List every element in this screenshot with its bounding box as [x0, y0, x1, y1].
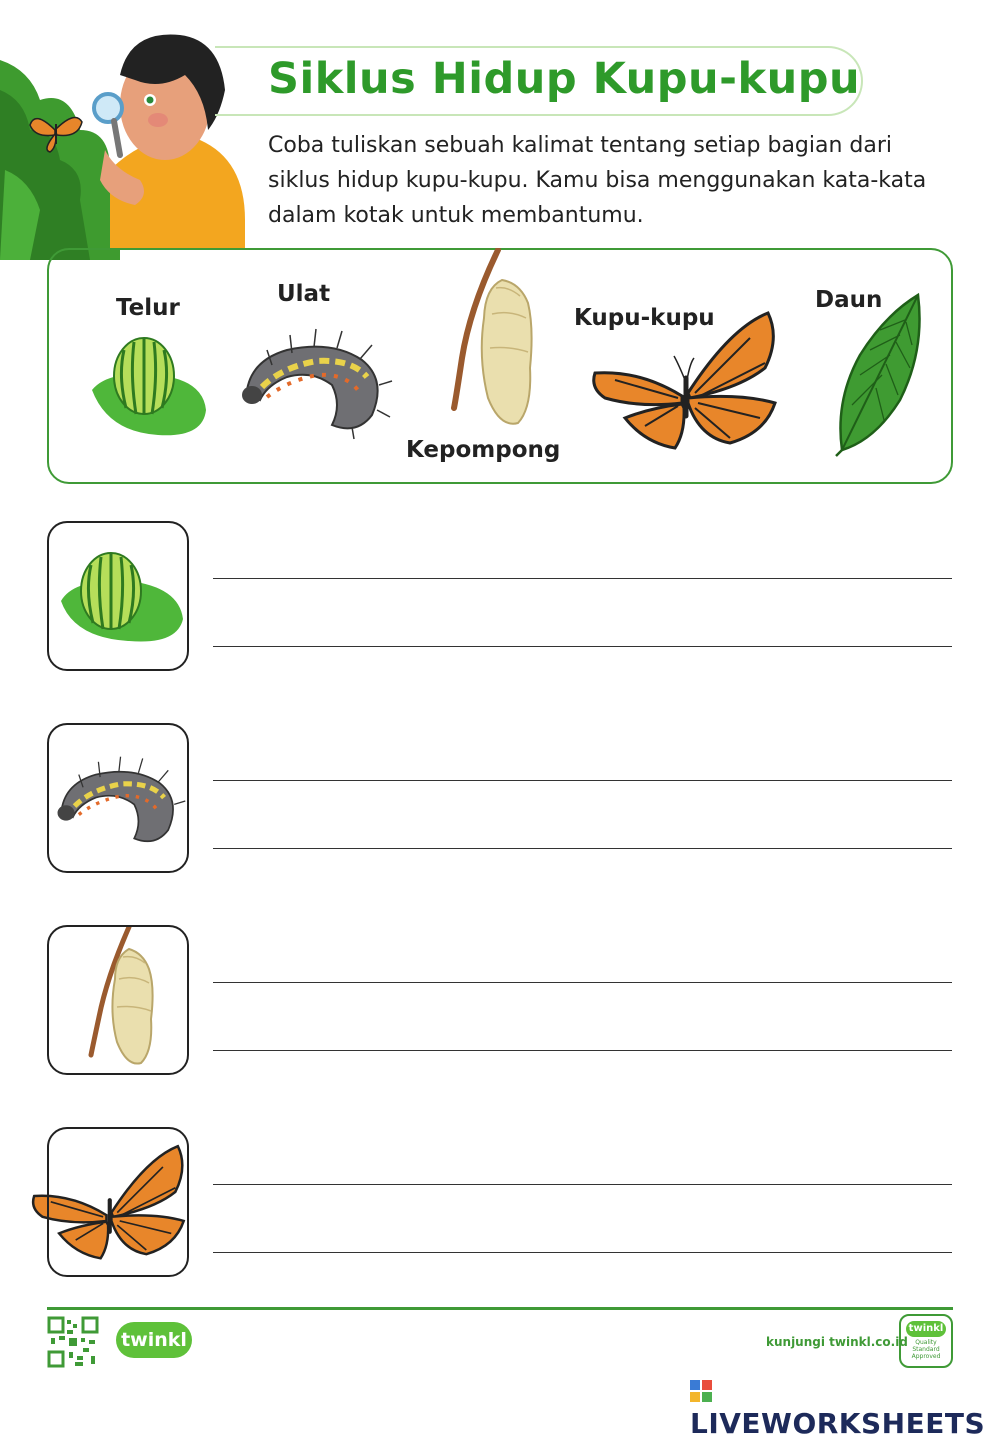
word-kupu-kupu: Kupu-kupu [574, 305, 715, 331]
butterfly-icon [590, 308, 785, 450]
row-2-image-frame [47, 723, 189, 873]
row-4-image-frame [47, 1127, 189, 1277]
liveworksheets-logo-icon [690, 1380, 712, 1402]
caterpillar-icon [232, 315, 394, 440]
word-telur: Telur [116, 295, 180, 321]
writing-line[interactable] [213, 848, 952, 849]
watermark-text: LIVEWORKSHEETS [690, 1407, 986, 1440]
writing-line[interactable] [213, 780, 952, 781]
egg-on-leaf-icon [88, 330, 210, 440]
caterpillar-icon [49, 725, 187, 871]
writing-line[interactable] [213, 578, 952, 579]
chrysalis-icon [440, 248, 540, 433]
row-3-image-frame [47, 925, 189, 1075]
writing-line[interactable] [213, 646, 952, 647]
writing-line[interactable] [213, 1184, 952, 1185]
word-ulat: Ulat [277, 281, 331, 307]
visit-website-text: kunjungi twinkl.co.id [766, 1335, 908, 1349]
writing-line[interactable] [213, 982, 952, 983]
egg-on-leaf-icon [49, 523, 187, 669]
writing-line[interactable] [213, 1050, 952, 1051]
liveworksheets-watermark [690, 1374, 1000, 1440]
qr-code-icon [47, 1316, 99, 1368]
writing-line[interactable] [213, 1252, 952, 1253]
instructions-text: Coba tuliskan sebuah kalimat tentang setiap bagian dari siklus hidup kupu-kupu. Kamu bisa menggunakan kata-kata dalam kotak untuk membantumu. [268, 133, 927, 228]
footer-divider [47, 1307, 953, 1310]
twinkl-logo: twinkl [116, 1322, 192, 1358]
quality-approved-badge [899, 1314, 953, 1368]
chrysalis-icon [49, 927, 187, 1073]
row-1-image-frame [47, 521, 189, 671]
badge-text: Quality Standard Approved [911, 1339, 941, 1360]
leaf-icon [830, 290, 930, 458]
word-kepompong: Kepompong [406, 437, 561, 463]
badge-brand: twinkl [906, 1321, 946, 1337]
page-title: Siklus Hidup Kupu-kupu [268, 54, 861, 104]
word-daun: Daun [815, 287, 883, 313]
